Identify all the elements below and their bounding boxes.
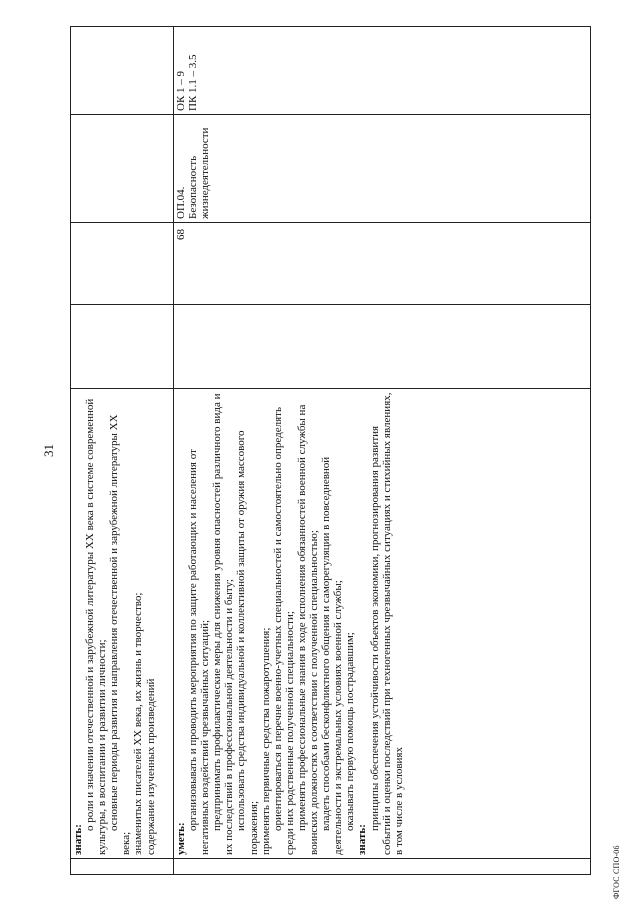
list-item: организовывать и проводить мероприятия по защите работающих и населения от негативных воздействий чрезвычайных ситуаций;: [187, 449, 212, 855]
list-item: знаменитых писателей XX века, их жизнь и творчество;: [132, 592, 145, 855]
discipline-code: ОП.04.: [175, 186, 187, 219]
list-item: владеть способами бесконфликтного общения и саморегуляции в повседневной деятельности и экстремальных условиях военной службы;: [320, 456, 345, 855]
list-item: содержание изученных произведений: [144, 678, 157, 855]
hours-cell: 68: [174, 223, 591, 305]
competency-professional: ПК 1.1 – 3.5: [187, 54, 200, 111]
document-code: ФГОС СПО-06: [612, 845, 621, 899]
list-item: оказывать первую помощь пострадавшим;: [344, 632, 357, 831]
discipline-cell: [174, 115, 591, 223]
competency-table: [70, 26, 591, 875]
empty-cell: [71, 859, 174, 875]
list-item: основные периоды развития и направления отечественной и зарубежной литературы XX века;: [108, 414, 133, 855]
table-row: [71, 27, 174, 875]
page-number: 31: [41, 444, 56, 457]
list-item: использовать средства индивидуальной и коллективной защиты от оружия массового поражения;: [235, 430, 260, 855]
list-item: предпринимать профилактические меры для снижения уровня опасностей различного вида и их последствий в профессиональной деятельности и быту;: [211, 393, 236, 855]
empty-cell: [71, 223, 174, 305]
table-row: [174, 27, 591, 875]
can-heading: уметь:: [175, 822, 187, 855]
knowledge-cell: [71, 389, 174, 859]
empty-cell: [174, 859, 591, 875]
empty-cell: [71, 115, 174, 223]
list-item: применять профессиональные знания в ходе исполнения обязанностей военной службы на воинских должностях в соответствии с полученной специальностью;: [295, 404, 321, 855]
discipline-name: Безопасность жизнедеятельности: [187, 127, 212, 219]
empty-cell: [71, 27, 174, 115]
list-item: о роли и значении отечественной и зарубежной литературы XX века в системе современной культуры, в воспитании и развитии личности;: [84, 398, 109, 855]
competencies-cell: [174, 27, 591, 115]
competency-general: ОК 1 – 9: [175, 70, 187, 111]
know-heading: знать:: [72, 824, 84, 855]
empty-cell: [71, 305, 174, 389]
empty-cell: [174, 305, 591, 389]
know-heading: знать:: [356, 824, 369, 855]
skills-knowledge-cell: [174, 389, 591, 859]
list-item: ориентироваться в перечне военно-учетных специальностей и самостоятельно определять среди них родственные полученной специальности;: [271, 407, 296, 855]
list-item: принципы обеспечения устойчивости объектов экономики, прогнозирования развития событий и оценки последствий при техногенных чрезвычайных ситуациях и стихийных явлениях, в том числе в условиях: [368, 392, 405, 855]
list-item: применять первичные средства пожаротушения;: [259, 627, 272, 855]
